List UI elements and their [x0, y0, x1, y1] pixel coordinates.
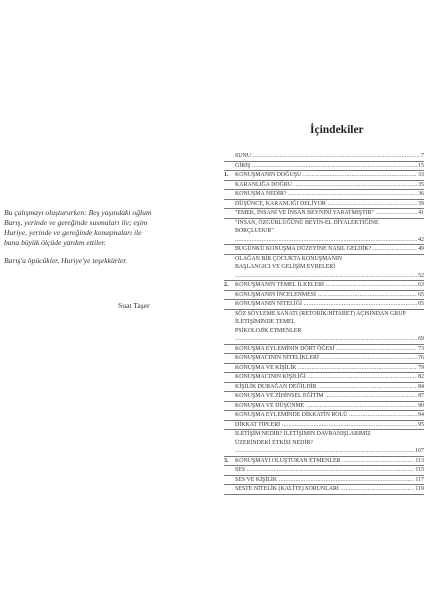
toc-entry-15[interactable] — [224, 354, 424, 364]
toc-entry-18[interactable] — [224, 383, 424, 393]
toc-entry-number: 1. — [224, 172, 229, 178]
toc-chapter-2[interactable] — [224, 171, 424, 181]
toc-entry-number: 3. — [224, 457, 229, 464]
toc-entry-title-line1: SÖZ SÖYLEME SANATI (RETORİK/HİTABET) AÇISINDAN GRUP İLETİŞİMİNDE TEMEL — [235, 310, 406, 325]
toc-entry-title: KONUŞMACININ NİTELİKLERİ ..... — [235, 354, 424, 363]
toc-entry-page: 39 — [418, 200, 424, 207]
toc-entry-title: KONUŞMANIN NİTELİĞİ ..... — [235, 300, 424, 309]
toc-entry-11[interactable] — [224, 291, 424, 301]
toc-entry-title-line1: İLETİŞİM NEDİR? İLETİŞİMİN DAVRANIŞLARIMIZ — [235, 431, 371, 437]
dedication-thanks: Barış'a öpücükler, Huriye'ye teşekkürler. — [4, 256, 128, 265]
toc-entry-27[interactable] — [224, 485, 424, 495]
toc-entry-page: 65 — [418, 291, 424, 298]
toc-entry-page: 84 — [418, 383, 424, 390]
toc-entry-title: KONUŞMANIN İNCELENMESİ ..... — [235, 291, 424, 300]
toc-entry-page: 94 — [418, 412, 424, 418]
toc-entry-22[interactable] — [224, 421, 424, 431]
toc-entry-title-line1: OLAĞAN BİR ÇOCUKTA KONUŞMANIN — [235, 255, 343, 262]
toc-entry-0[interactable] — [224, 152, 424, 162]
toc-entry-title: SESTE NİTELİK (KALİTE) SORUNLARI ..... — [235, 485, 424, 494]
toc-entry-title-line1: "İNSAN, ÖZGÜRLÜĞÜNÜ BEYİN-EL DİYALEKTİĞİNE — [235, 219, 379, 226]
toc-entry-title: SUNU ..... — [235, 152, 424, 161]
toc-entry-title-line2: BAŞLANGICI VE GELİŞİM EVRELERİ — [235, 264, 336, 270]
toc-entry-25[interactable] — [224, 466, 424, 476]
toc-entry-13[interactable] — [224, 310, 424, 345]
toc-entry-title: KONUŞMA VE KİŞİLİK ..... — [235, 364, 424, 373]
toc-entry-title: SES VE KİŞİLİK ..... — [235, 476, 424, 485]
toc-entry-page: 117 — [415, 476, 424, 483]
toc-entry-page: 36 — [418, 191, 424, 197]
toc-entry-title: KİŞİLİK DURAĞAN DEĞİLDİR ..... — [235, 383, 424, 392]
toc-entry-23[interactable] — [224, 430, 424, 457]
toc-chapter-24[interactable] — [224, 457, 424, 467]
toc-entry-page: 35 — [418, 181, 424, 188]
toc-entry-16[interactable] — [224, 364, 424, 374]
toc-entry-title: SES ..... — [235, 466, 424, 475]
toc-entry-14[interactable] — [224, 345, 424, 355]
toc-entry-title — [235, 219, 424, 245]
toc-entry-title: KONUŞMANIN DOĞUŞU ..... — [235, 171, 424, 180]
toc-entry-6[interactable] — [224, 209, 424, 219]
toc-entry-title: DİKKAT TİPLERİ ..... — [235, 421, 424, 430]
toc-entry-4[interactable] — [224, 190, 424, 200]
toc-entry-21[interactable] — [224, 411, 424, 421]
toc-entry-page: 115 — [415, 467, 424, 473]
toc-entry-title: KONUŞMA EYLEMİNİN DÖRT ÖĞESİ ..... — [235, 345, 424, 354]
toc-entry-title: "EMEK, İNSANI VE İNSAN BEYNİNİ YARATMIŞTIR" ..... — [235, 209, 424, 218]
toc-entry-20[interactable] — [224, 402, 424, 412]
toc-entry-title: KONUŞMA VE DÜŞÜNME ..... — [235, 402, 424, 411]
toc-chapter-10[interactable] — [224, 281, 424, 291]
toc-entry-page: 15 — [418, 162, 424, 169]
toc-entry-5[interactable] — [224, 200, 424, 210]
toc-entry-page: 90 — [418, 402, 424, 409]
toc-entry-page: 95 — [418, 421, 424, 428]
toc-entry-page: 49 — [418, 246, 424, 252]
toc-entry-page: 113 — [415, 457, 424, 464]
toc-entry-title — [235, 255, 424, 281]
toc-entry-8[interactable] — [224, 245, 424, 255]
toc-entry-page: 69 — [418, 336, 424, 342]
dedication-paragraph: Bu çalışmayı oluştururken: Beş yaşındaki oğlum Barış, yerinde ve gereğinde susmaları ile; eşim Huriye, yerinde ve gereğinde konuşmaları ile bana büyük ölçüde yardım ettiler. — [4, 208, 152, 247]
toc-entry-page: 76 — [418, 355, 424, 361]
toc-entry-title — [235, 430, 424, 456]
toc-entry-title: KONUŞMAYI OLUŞTURAN ETMENLER ..... — [235, 457, 424, 466]
toc-entry-title: KONUŞMA NEDİR? ..... — [235, 190, 424, 199]
toc-entry-page: 119 — [415, 486, 424, 492]
toc-entry-title: KONUŞMA VE ZİHİNSEL EĞİTİM ..... — [235, 392, 424, 401]
toc-entry-title: KONUŞMA EYLEMİNDE DİKKATİN ROLÜ ..... — [235, 411, 424, 420]
toc-entry-19[interactable] — [224, 392, 424, 402]
toc-title: İçindekiler — [310, 124, 364, 136]
toc-entry-title: KONUŞMACININ KİŞİLİĞİ ..... — [235, 373, 424, 382]
toc-entry-page: 63 — [418, 282, 424, 288]
toc-entry-12[interactable] — [224, 300, 424, 310]
toc-entry-page: 79 — [418, 364, 424, 371]
toc-entry-number: 2. — [224, 282, 229, 288]
toc-entry-1[interactable] — [224, 162, 424, 172]
toc-entry-page: 42 — [418, 236, 424, 243]
toc-entry-26[interactable] — [224, 476, 424, 486]
author-signature: Suat Taşer — [118, 301, 150, 310]
toc-entry-9[interactable] — [224, 255, 424, 282]
toc-entry-page: 65 — [418, 301, 424, 307]
toc-entry-17[interactable] — [224, 373, 424, 383]
toc-entry-title: KARANLIĞA DOĞRU ..... — [235, 181, 424, 190]
table-of-contents — [224, 152, 424, 495]
dedication — [4, 208, 154, 274]
toc-entry-page: 87 — [418, 393, 424, 399]
toc-entry-title: DÜŞÜNCE, KARANLIĞI DELİYOR ..... — [235, 200, 424, 209]
toc-entry-title — [235, 310, 424, 344]
toc-entry-title-line2: PSİKOLOJİK ETMENLER — [235, 327, 302, 334]
toc-entry-title: KONUŞMANIN TEMEL İLKELERİ ..... — [235, 281, 424, 290]
toc-entry-page: 107 — [415, 448, 424, 454]
right-page — [212, 0, 424, 600]
toc-entry-page: 73 — [418, 345, 424, 352]
toc-entry-title-line2: ÜZERİNDEKİ ETKİSİ NEDİR? — [235, 439, 313, 446]
toc-entry-page: 52 — [418, 272, 424, 279]
toc-entry-title-line2: BORÇLUDUR" — [235, 228, 274, 234]
toc-entry-3[interactable] — [224, 181, 424, 191]
toc-entry-page: 7 — [421, 153, 424, 159]
toc-entry-page: 41 — [418, 210, 424, 216]
toc-entry-title: GİRİŞ ..... — [235, 162, 424, 171]
toc-entry-7[interactable] — [224, 219, 424, 246]
toc-entry-page: 33 — [418, 172, 424, 178]
toc-entry-title: BUGÜNKÜ KONUŞMA DÜZEYİNE NASIL GELDİK? ..... — [235, 245, 424, 254]
toc-entry-page: 82 — [418, 374, 424, 380]
